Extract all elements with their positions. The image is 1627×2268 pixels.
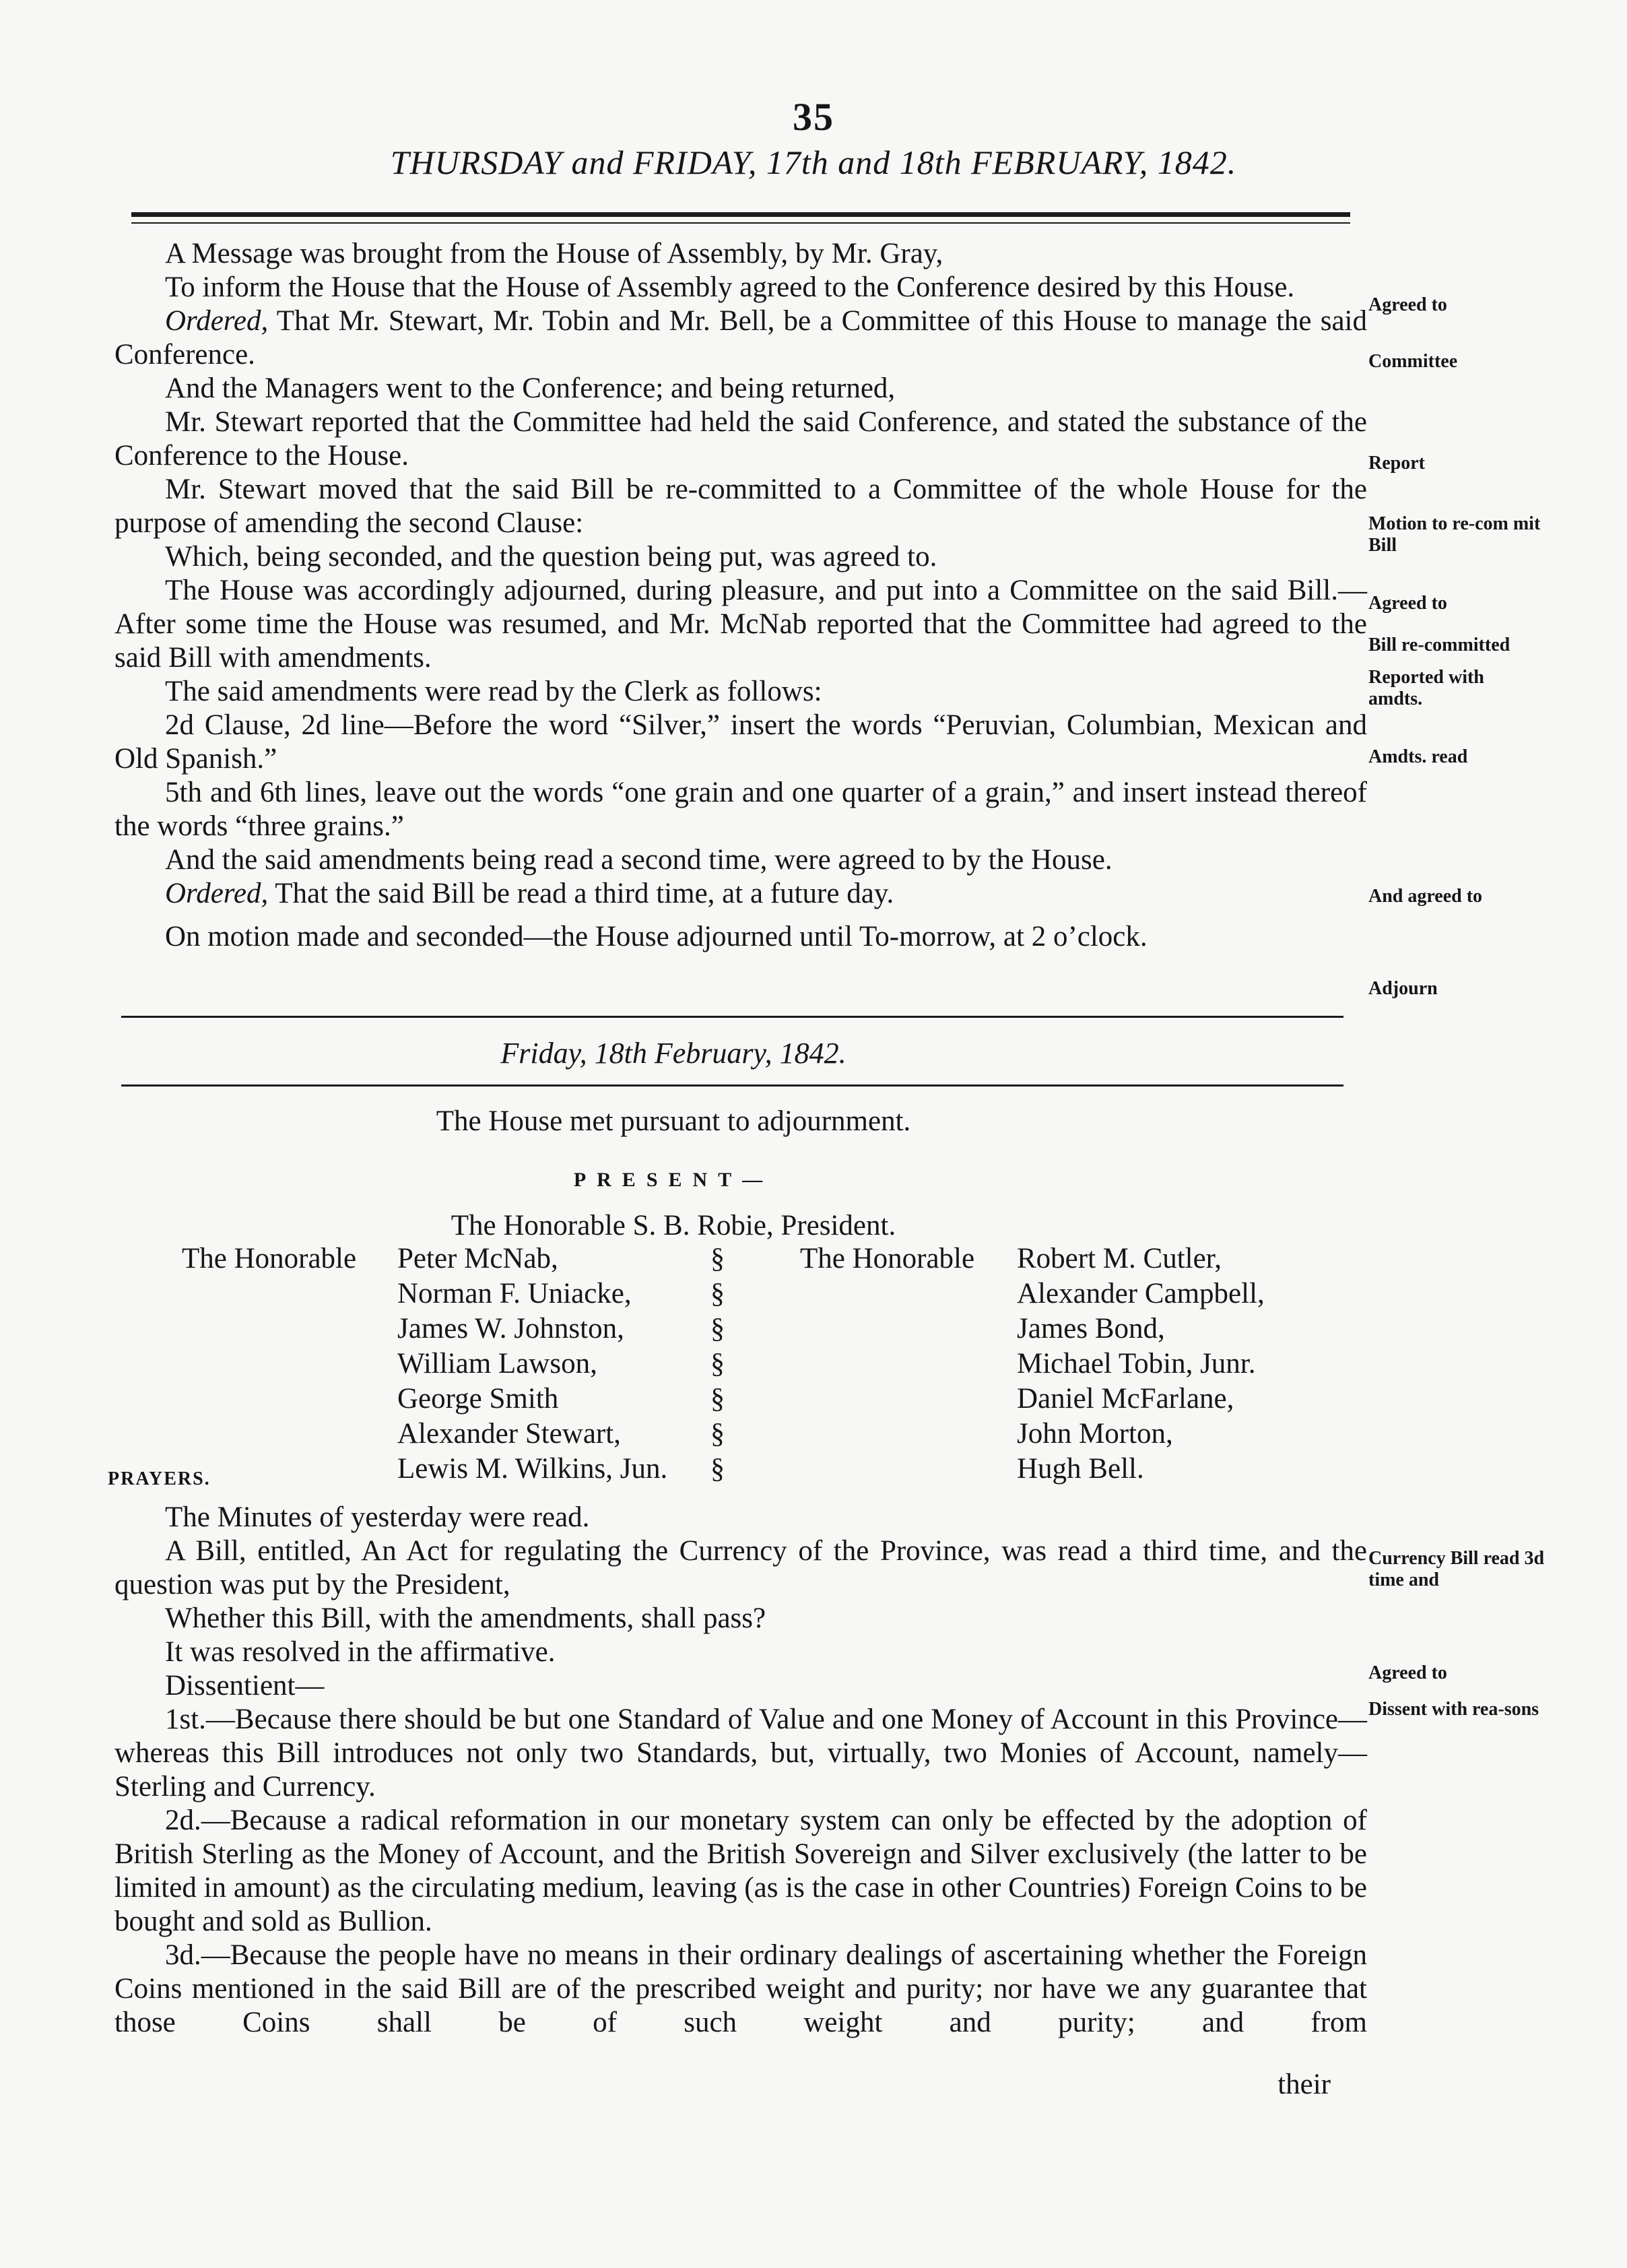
right-members <box>1017 1241 1265 1487</box>
paragraph: 2d.—Because a radical reformation in our monetary system can only be effected by the adoption of British Sterling as the Money of Account, and the British Sovereign and Silver exclusively (the latter to be limited in amount) as the circulating medium, leaving (as is the case in other Countries) Foreign Coins to be bought and sold as Bullion. <box>114 1805 1367 1937</box>
header-rule-thin <box>131 222 1350 224</box>
president-line: The Honorable S. B. Robie, President. <box>451 1210 896 1241</box>
margin-note: Adjourn <box>1368 978 1438 999</box>
thursday-proceedings <box>114 237 1367 954</box>
paragraph: A Message was brought from the House of Assembly, by Mr. Gray, <box>165 238 943 269</box>
margin-note: Agreed to <box>1368 294 1447 315</box>
member-name: Norman F. Uniacke, <box>397 1278 632 1309</box>
friday-title: Friday, 18th February, 1842. <box>500 1037 846 1070</box>
member-name: Hugh Bell. <box>1017 1453 1144 1485</box>
paragraph: A Bill, entitled, An Act for regulating the Currency of the Province, was read a third time, and the question was put by the President, <box>114 1535 1367 1600</box>
paragraph: Mr. Stewart reported that the Committee had held the said Conference, and stated the substance of the Conference to the House. <box>114 406 1367 472</box>
section-mark: § <box>710 1454 725 1485</box>
member-name: Daniel McFarlane, <box>1017 1383 1234 1415</box>
paragraph: The House was accordingly adjourned, during pleasure, and put into a Committee on the said Bill.—After some time the House was resumed, and Mr. McNab reported that the Committee had agreed to the said Bill with amendments. <box>114 575 1367 674</box>
margin-note: Bill re-committed <box>1368 635 1510 655</box>
margin-note: Motion to re-com mit Bill <box>1368 513 1541 556</box>
paragraph: On motion made and seconded—the House adjourned until To-morrow, at 2 o’clock. <box>165 921 1148 952</box>
paragraph: Mr. Stewart moved that the said Bill be re-committed to a Committee of the whole House for the purpose of amending the second Clause: <box>114 474 1367 539</box>
member-name: Peter McNab, <box>397 1243 558 1274</box>
paragraph: 2d Clause, 2d line—Before the word “Silver,” insert the words “Peruvian, Columbian, Mexican and Old Spanish.” <box>114 709 1367 775</box>
section-rule <box>121 1084 1343 1087</box>
left-prefix: The Honorable <box>182 1243 357 1274</box>
member-name: James W. Johnston, <box>397 1313 624 1344</box>
margin-note: Agreed to <box>1368 593 1447 614</box>
member-name: Robert M. Cutler, <box>1017 1243 1222 1274</box>
member-name: George Smith <box>397 1383 559 1415</box>
page-number: 35 <box>793 95 834 139</box>
prayers-label: PRAYERS. <box>108 1468 211 1489</box>
paragraph: The said amendments were read by the Clerk as follows: <box>165 676 822 707</box>
paragraph: Whether this Bill, with the amendments, shall pass? <box>165 1602 766 1634</box>
margin-note: Reported with amdts. <box>1368 667 1484 709</box>
friday-proceedings <box>114 1501 1367 2040</box>
member-name: James Bond, <box>1017 1313 1165 1344</box>
left-members <box>397 1241 667 1487</box>
margin-note: Amdts. read <box>1368 746 1468 767</box>
paragraph: Which, being seconded, and the question being put, was agreed to. <box>165 541 937 573</box>
section-mark: § <box>710 1243 725 1274</box>
paragraph: The Minutes of yesterday were read. <box>165 1501 590 1533</box>
continuation-word: their <box>1277 2069 1331 2100</box>
margin-note: And agreed to <box>1368 886 1483 907</box>
section-mark: § <box>710 1314 725 1344</box>
present-label: PRESENT— <box>573 1169 774 1191</box>
paragraph: It was resolved in the affirmative. <box>165 1636 556 1668</box>
member-name: Lewis M. Wilkins, Jun. <box>397 1453 668 1485</box>
paragraph: 5th and 6th lines, leave out the words “one grain and one quarter of a grain,” and insert instead thereof the words “three grains.” <box>114 777 1367 842</box>
member-name: John Morton, <box>1017 1418 1173 1450</box>
member-name: Alexander Campbell, <box>1017 1278 1265 1309</box>
section-mark: § <box>710 1349 725 1380</box>
section-rule <box>121 1016 1343 1018</box>
paragraph: Ordered, That Mr. Stewart, Mr. Tobin and Mr. Bell, be a Committee of this House to manage the said Conference. <box>114 305 1367 370</box>
member-name: William Lawson, <box>397 1348 597 1380</box>
section-mark: § <box>710 1419 725 1450</box>
margin-note: Agreed to <box>1368 1662 1447 1683</box>
house-met-line: The House met pursuant to adjournment. <box>436 1105 911 1137</box>
paragraph: And the said amendments being read a second time, were agreed to by the House. <box>165 844 1113 876</box>
paragraph: 3d.—Because the people have no means in their ordinary dealings of ascertaining whether the Foreign Coins mentioned in the said Bill are of the prescribed weight and purity; nor have we any guarantee that those Coins shall be of such weight and purity; and from <box>114 1939 1367 2038</box>
page-header: THURSDAY and FRIDAY, 17th and 18th FEBRUARY, 1842. <box>390 143 1237 181</box>
margin-note: Currency Bill read 3d time and <box>1368 1548 1545 1590</box>
paragraph: Ordered, That the said Bill be read a third time, at a future day. <box>165 878 894 909</box>
margin-note: Dissent with rea-sons <box>1368 1699 1539 1720</box>
right-prefix: The Honorable <box>800 1243 975 1274</box>
member-name: Michael Tobin, Junr. <box>1017 1348 1256 1380</box>
section-mark: § <box>710 1384 725 1415</box>
section-mark: § <box>710 1278 725 1309</box>
section-marks <box>710 1241 725 1487</box>
member-name: Alexander Stewart, <box>397 1418 621 1450</box>
paragraph: Dissentient— <box>165 1670 325 1702</box>
paragraph: 1st.—Because there should be but one Standard of Value and one Money of Account in this Province—whereas this Bill introduces not only two Standards, but, virtually, two Monies of Account, namely—Sterling and Currency. <box>114 1704 1367 1803</box>
margin-note: Report <box>1368 453 1425 474</box>
margin-note: Committee <box>1368 351 1458 372</box>
header-rule-thick <box>131 212 1350 217</box>
paragraph: And the Managers went to the Conference; and being returned, <box>165 372 896 404</box>
paragraph: To inform the House that the House of Assembly agreed to the Conference desired by this House. <box>165 271 1295 303</box>
